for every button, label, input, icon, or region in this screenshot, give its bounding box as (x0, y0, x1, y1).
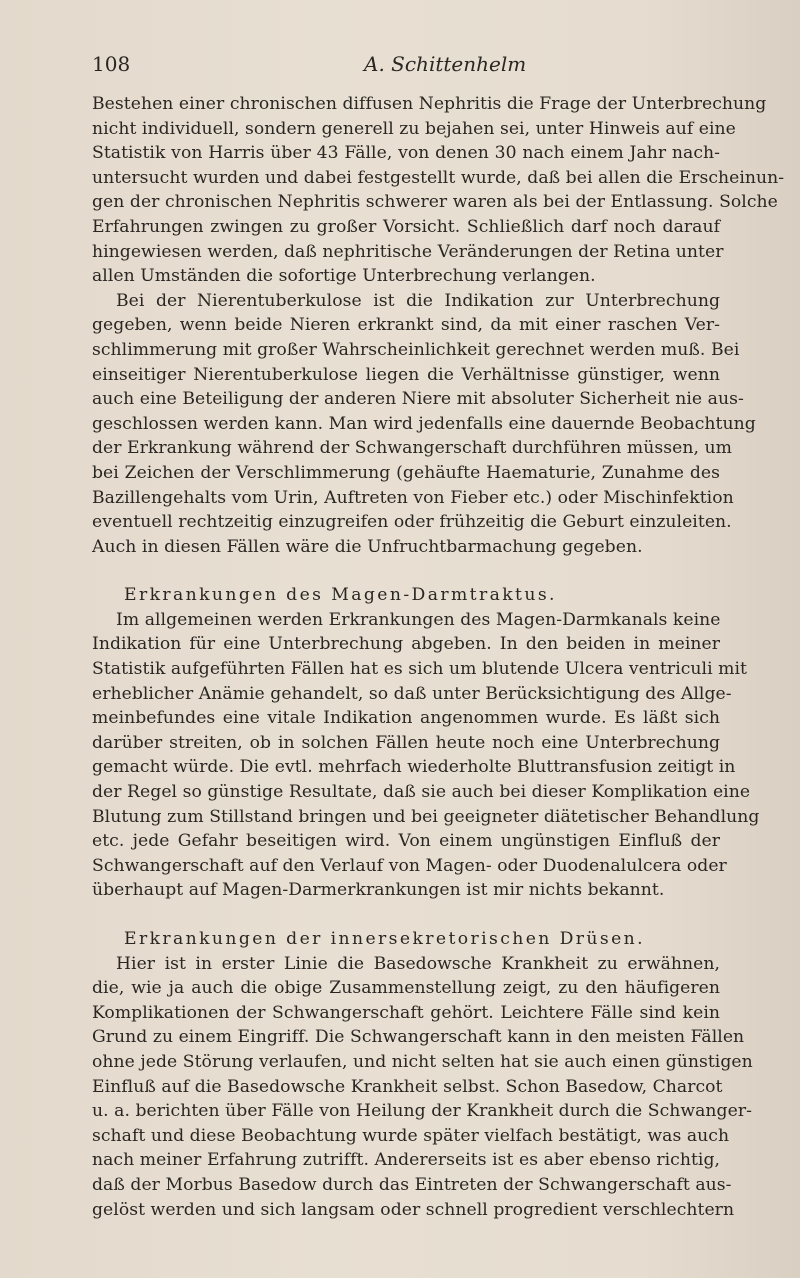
text-line: Auch in diesen Fällen wäre die Unfruchtbarmachung gegeben. (92, 536, 643, 557)
section-heading-innersekretorische-druesen: Erkrankungen der innersekretorischen Drüsen. (124, 929, 646, 949)
text-line: nach meiner Erfahrung zutrifft. Andererseits ist es aber ebenso richtig, (92, 1150, 721, 1171)
text-line: meinbefundes eine vitale Indikation angenommen wurde. Es läßt sich (92, 708, 720, 729)
text-line: allen Umständen die sofortige Unterbrechung verlangen. (92, 266, 596, 287)
text-line: geschlossen werden kann. Man wird jedenfalls eine dauernde Beobachtung (92, 413, 756, 434)
text-line: Indikation für eine Unterbrechung abgeben. In den beiden in meiner (92, 634, 720, 655)
text-line: der Erkrankung während der Schwangerschaft durchführen müssen, um (92, 438, 732, 459)
text-line: ohne jede Störung verlaufen, und nicht selten hat sie auch einen günstigen (92, 1051, 753, 1072)
text-line: Grund zu einem Eingriff. Die Schwangerschaft kann in den meisten Fällen (92, 1027, 745, 1048)
text-line: etc. jede Gefahr beseitigen wird. Von einem ungünstigen Einfluß der (92, 831, 720, 852)
text-line: überhaupt auf Magen-Darmerkrankungen ist mir nichts bekannt. (92, 880, 665, 901)
running-head: A. Schittenhelm (364, 52, 527, 76)
text-line: eventuell rechtzeitig einzugreifen oder frühzeitig die Geburt einzuleiten. (92, 512, 732, 533)
text-line: Komplikationen der Schwangerschaft gehört. Leichtere Fälle sind kein (92, 1002, 720, 1023)
text-line: der Regel so günstige Resultate, daß sie auch bei dieser Komplikation eine (92, 782, 751, 803)
text-line: Einfluß auf die Basedowsche Krankheit selbst. Schon Basedow, Charcot (92, 1076, 723, 1097)
text-line: daß der Morbus Basedow durch das Eintreten der Schwangerschaft aus- (92, 1174, 732, 1195)
page-number: 108 (92, 52, 131, 76)
text-line: nicht individuell, sondern generell zu bejahen sei, unter Hinweis auf eine (92, 118, 736, 139)
page-header (92, 52, 712, 82)
paragraph-nephritis (92, 92, 785, 289)
text-line: Schwangerschaft auf den Verlauf von Magen- oder Duodenalulcera oder (92, 855, 727, 876)
paragraph-nierentuberkulose (92, 289, 756, 560)
text-line: gen der chronischen Nephritis schwerer waren als bei der Entlassung. Solche (92, 192, 778, 213)
text-line: erheblicher Anämie gehandelt, so daß unter Berücksichtigung des Allge- (92, 683, 732, 704)
text-line: Statistik aufgeführten Fällen hat es sich um blutende Ulcera ventriculi mit (92, 659, 748, 680)
paragraph-basedow (92, 952, 753, 1223)
text-line: Erfahrungen zwingen zu großer Vorsicht. Schließlich darf noch darauf (92, 216, 720, 237)
text-line: gelöst werden und sich langsam oder schnell progredient verschlechtern (92, 1199, 735, 1220)
text-line: Hier ist in erster Linie die Basedowsche Krankheit zu erwähnen, (116, 953, 720, 974)
paragraph-magen-darm (92, 608, 760, 903)
text-line: auch eine Beteiligung der anderen Niere mit absoluter Sicherheit nie aus- (92, 389, 744, 410)
text-line: Bestehen einer chronischen diffusen Nephritis die Frage der Unterbrechung (92, 94, 767, 114)
text-line: Im allgemeinen werden Erkrankungen des Magen-Darmkanals keine (116, 609, 721, 630)
text-line: Bazillengehalts vom Urin, Auftreten von Fieber etc.) oder Mischinfektion (92, 487, 734, 508)
text-line: gegeben, wenn beide Nieren erkrankt sind, da mit einer raschen Ver- (92, 315, 720, 336)
text-line: darüber streiten, ob in solchen Fällen heute noch eine Unterbrechung (92, 732, 720, 753)
body-text (92, 92, 785, 1222)
text-line: Blutung zum Stillstand bringen und bei geeigneter diätetischer Behandlung (92, 806, 760, 827)
text-line: Bei der Nierentuberkulose ist die Indikation zur Unterbrechung (116, 290, 720, 311)
text-line: schlimmerung mit großer Wahrscheinlichkeit gerechnet werden muß. Bei (92, 339, 740, 360)
text-line: u. a. berichten über Fälle von Heilung der Krankheit durch die Schwanger- (92, 1101, 752, 1122)
text-line: schaft und diese Beobachtung wurde später vielfach bestätigt, was auch (92, 1125, 730, 1146)
section-heading-magen-darm: Erkrankungen des Magen-Darmtraktus. (124, 585, 557, 606)
text-line: die, wie ja auch die obige Zusammenstellung zeigt, zu den häufigeren (92, 978, 720, 999)
text-line: hingewiesen werden, daß nephritische Veränderungen der Retina unter (92, 241, 724, 262)
text-line: bei Zeichen der Verschlimmerung (gehäufte Haematurie, Zunahme des (92, 462, 720, 483)
text-line: untersucht wurden und dabei festgestellt wurde, daß bei allen die Erscheinun- (92, 167, 785, 188)
text-line: Statistik von Harris über 43 Fälle, von denen 30 nach einem Jahr nach- (92, 143, 720, 164)
text-line: gemacht würde. Die evtl. mehrfach wiederholte Bluttransfusion zeitigt in (92, 757, 736, 778)
text-line: einseitiger Nierentuberkulose liegen die Verhältnisse günstiger, wenn (92, 364, 720, 385)
